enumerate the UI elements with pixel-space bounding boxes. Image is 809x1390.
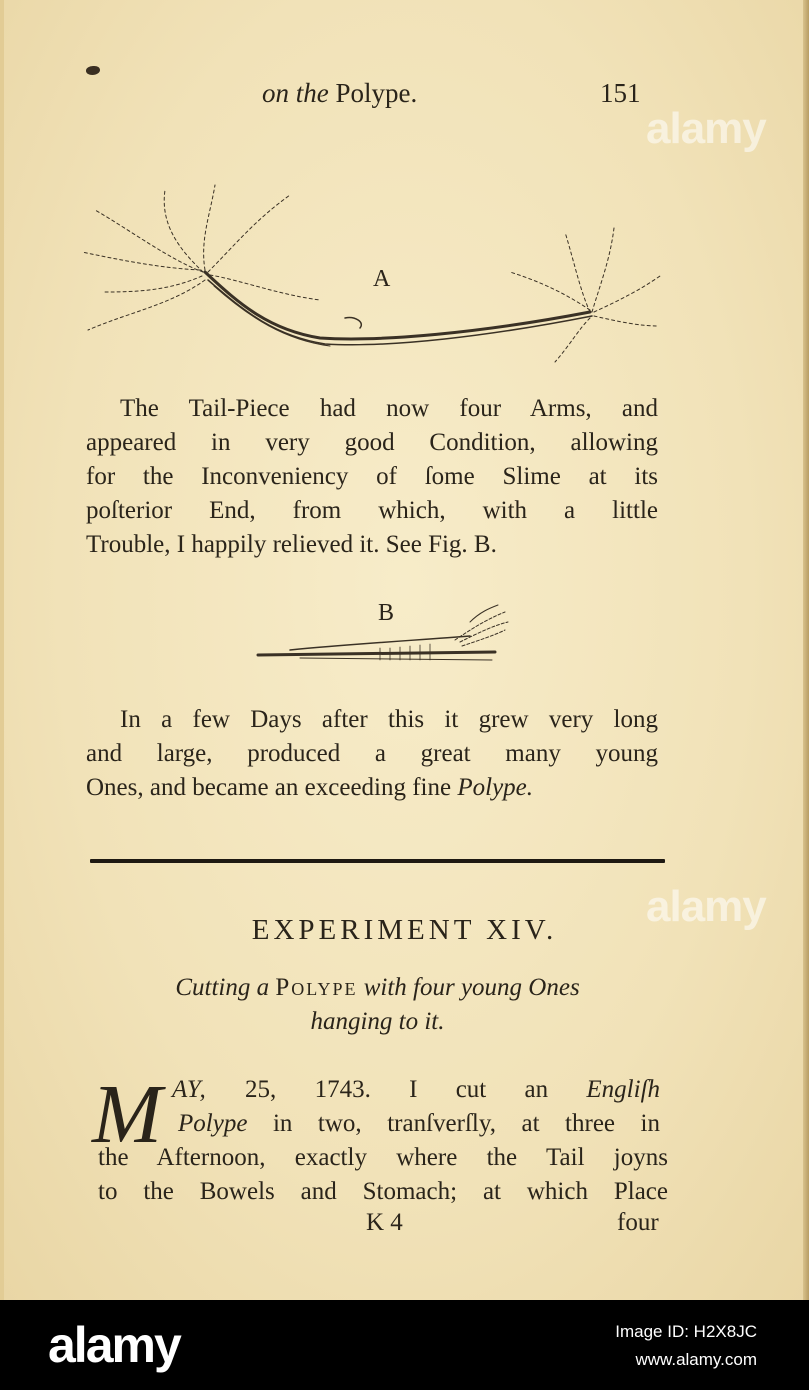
text-line [172, 1073, 660, 1107]
text-line: the Afternoon, exactly where the Tail joyns [98, 1144, 668, 1171]
experiment-title: EXPERIMENT XIV. [251, 914, 558, 946]
figure-b-label: B [378, 600, 395, 626]
page-number: 151 [600, 78, 641, 108]
text-line: The Tail-Piece had now four Arms, and [120, 395, 658, 422]
text-line [86, 771, 658, 805]
paragraph-may-rest [98, 1141, 668, 1209]
subtitle-run: Cutting a [175, 974, 270, 1001]
alamy-watermark: alamy [646, 104, 766, 153]
image-id: Image ID: H2X8JC [615, 1322, 757, 1341]
text-line: Trouble, I happily relieved it. See Fig. B. [86, 531, 497, 558]
running-head-title: Polype. [335, 78, 418, 108]
text-run: Ones, and became an exceeding fine [86, 774, 452, 801]
alamy-logo: alamy [48, 1317, 180, 1373]
signature-mark: K 4 [366, 1209, 403, 1236]
text-line: to the Bowels and Stomach; at which Place [98, 1178, 668, 1205]
running-head-prefix: on the [262, 78, 329, 108]
experiment-subtitle-line2: hanging to it. [310, 1008, 445, 1035]
text-line: for the Inconveniency of ſome Slime at its [86, 463, 658, 490]
text-line: In a few Days after this it grew very long [120, 706, 658, 733]
subtitle-smallcaps: Polype [275, 974, 358, 1001]
text-run: 25, 1743. I cut an [245, 1076, 549, 1103]
text-line [172, 1107, 660, 1141]
text-line: poſterior End, from which, with a little [86, 497, 658, 524]
italic-run: Polype. [457, 774, 534, 801]
drop-cap: M [92, 1068, 162, 1161]
text-line: appeared in very good Condition, allowing [86, 429, 658, 456]
subtitle-run: with four young Ones [363, 974, 580, 1001]
text-run: in two, tranſverſly, at three in [272, 1110, 660, 1137]
italic-run: Engliſh [586, 1076, 661, 1103]
section-rule [90, 859, 665, 863]
figure-a-label: A [373, 266, 391, 292]
alamy-watermark: alamy [646, 882, 766, 931]
text-line: and large, produced a great many young [86, 740, 658, 767]
paragraph-tail-piece [86, 392, 658, 562]
paragraph-growth [86, 703, 658, 805]
smallcaps-run: AY, [172, 1076, 207, 1103]
experiment-subtitle [90, 972, 665, 1004]
site-url: www.alamy.com [635, 1350, 757, 1369]
paragraph-may-first-lines [172, 1073, 660, 1141]
catchword: four [617, 1209, 659, 1236]
italic-run: Polype [178, 1110, 248, 1137]
